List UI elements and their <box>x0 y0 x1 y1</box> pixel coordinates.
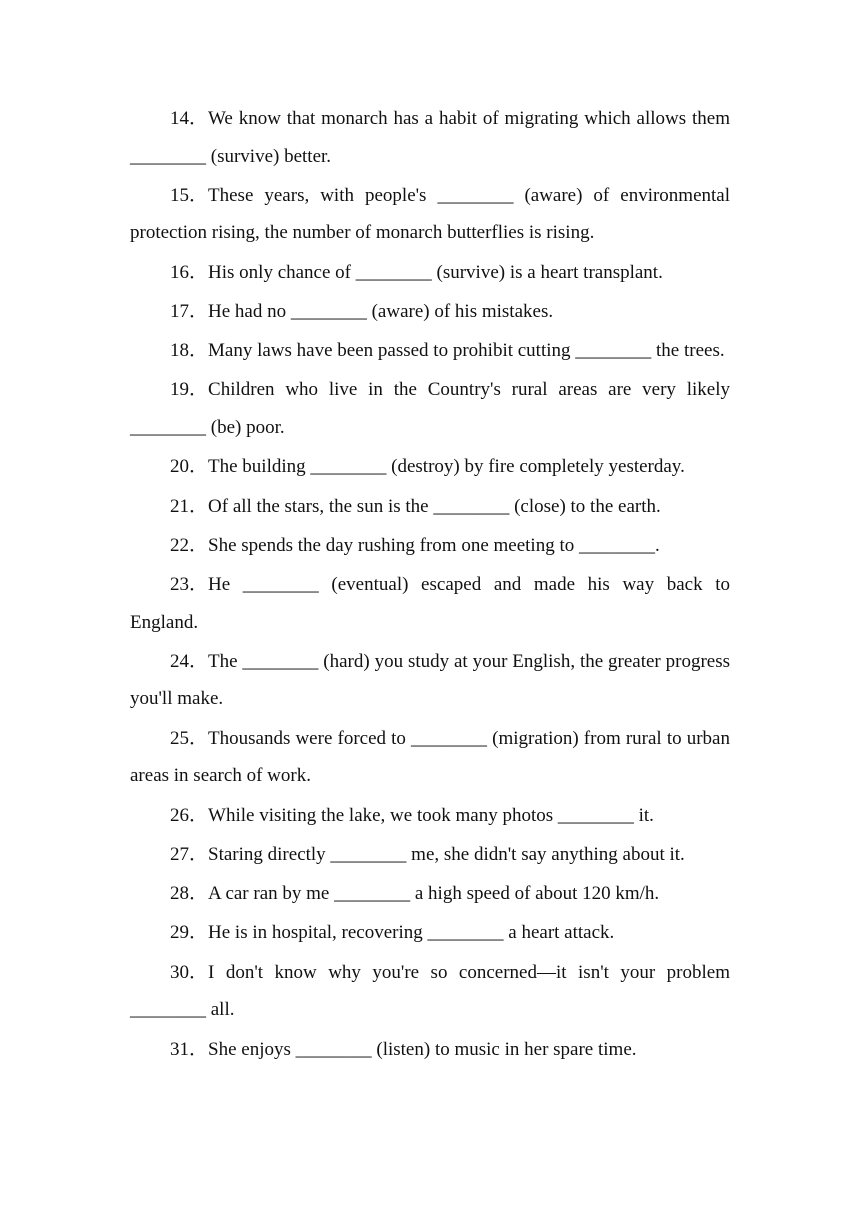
question-text: Staring directly ________ me, she didn't say anything about it. <box>208 843 685 865</box>
question-20 <box>130 448 730 486</box>
question-text: These years, with people's ________ (aware) of environmental protection rising, the number of monarch butterflies is rising. <box>130 184 730 244</box>
question-number: 25 ． <box>170 720 208 758</box>
question-25 <box>130 720 730 795</box>
question-21 <box>130 488 730 526</box>
question-text: His only chance of ________ (survive) is a heart transplant. <box>208 261 663 283</box>
question-text: The ________ (hard) you study at your English, the greater progress you'll make. <box>130 650 730 710</box>
question-text: He ________ (eventual) escaped and made his way back to England. <box>130 574 730 633</box>
question-number: 22 ． <box>170 527 208 565</box>
question-23 <box>130 566 730 641</box>
question-number: 19 ． <box>170 371 208 409</box>
question-number: 20 ． <box>170 448 208 486</box>
question-22 <box>130 527 730 565</box>
question-text: He had no ________ (aware) of his mistakes. <box>208 300 554 322</box>
question-number: 30 ． <box>170 954 208 992</box>
question-text: Of all the stars, the sun is the ________ (close) to the earth. <box>208 495 661 517</box>
exercise-page <box>130 100 730 1070</box>
question-19 <box>130 371 730 446</box>
question-27 <box>130 836 730 874</box>
question-text: I don't know why you're so concerned—it isn't your problem ________ all. <box>130 961 730 1021</box>
question-text: She spends the day rushing from one meeting to ________. <box>208 534 660 556</box>
question-number: 26 ． <box>170 797 208 835</box>
question-number: 28 ． <box>170 875 208 913</box>
question-number: 29 ． <box>170 914 208 952</box>
question-number: 27 ． <box>170 836 208 874</box>
question-18 <box>130 332 730 370</box>
question-number: 16 ． <box>170 254 208 292</box>
question-number: 15 ． <box>170 177 208 215</box>
question-26 <box>130 797 730 835</box>
question-text: While visiting the lake, we took many photos ________ it. <box>208 804 654 826</box>
question-17 <box>130 293 730 331</box>
question-number: 23 ． <box>170 566 208 604</box>
question-28 <box>130 875 730 913</box>
question-16 <box>130 254 730 292</box>
question-number: 14 ． <box>170 100 208 138</box>
question-14 <box>130 100 730 175</box>
question-30 <box>130 954 730 1029</box>
question-text: A car ran by me ________ a high speed of about 120 km/h. <box>208 883 660 905</box>
question-text: Children who live in the Country's rural areas are very likely ________ (be) poor. <box>130 379 730 438</box>
question-number: 18 ． <box>170 332 208 370</box>
question-31 <box>130 1031 730 1069</box>
question-text: Thousands were forced to ________ (migration) from rural to urban areas in search of work. <box>130 727 730 787</box>
question-29 <box>130 914 730 952</box>
question-text: We know that monarch has a habit of migrating which allows them ________ (survive) better. <box>130 108 730 167</box>
question-text: She enjoys ________ (listen) to music in her spare time. <box>208 1038 637 1060</box>
question-text: The building ________ (destroy) by fire completely yesterday. <box>208 456 685 478</box>
question-number: 24 ． <box>170 643 208 681</box>
question-24 <box>130 643 730 718</box>
question-number: 17 ． <box>170 293 208 331</box>
question-text: He is in hospital, recovering ________ a heart attack. <box>208 922 615 944</box>
question-number: 31 ． <box>170 1031 208 1069</box>
question-number: 21 ． <box>170 488 208 526</box>
question-text: Many laws have been passed to prohibit cutting ________ the trees. <box>208 340 725 362</box>
question-15 <box>130 177 730 252</box>
